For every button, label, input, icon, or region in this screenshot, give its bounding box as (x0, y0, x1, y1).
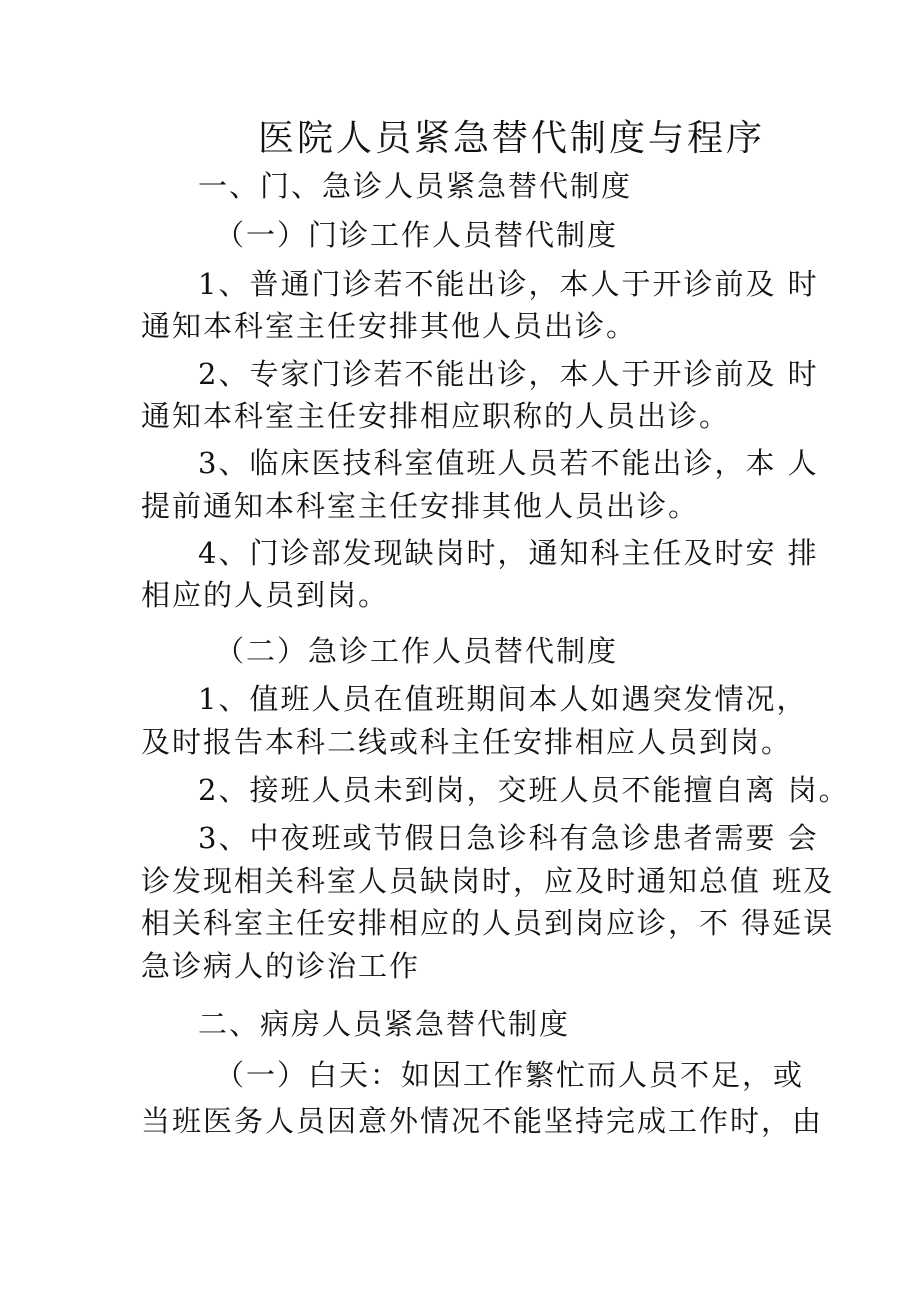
paragraph-line: 2、接班人员未到岗，交班人员不能擅自离 岗。 (198, 773, 850, 807)
paragraph-line: 3、中夜班或节假日急诊科有急诊患者需要 会 (198, 821, 819, 855)
paragraph-line: 及时报告本科二线或科主任安排相应人员到岗。 (141, 725, 793, 759)
paragraph-line: 诊发现相关科室人员缺岗时，应及时通知总值 班及 (141, 864, 835, 898)
paragraph-line: 3、临床医技科室值班人员若不能出诊，本 人 (198, 446, 819, 480)
subsection-heading: （二）急诊工作人员替代制度 (215, 634, 619, 668)
paragraph-line: 通知本科室主任安排相应职称的人员出诊。 (141, 399, 731, 433)
paragraph-line: （一）白天：如因工作繁忙而人员不足，或 (215, 1058, 805, 1092)
paragraph-line: 相应的人员到岗。 (141, 578, 390, 612)
paragraph-line: 4、门诊部发现缺岗时，通知科主任及时安 排 (198, 536, 819, 570)
paragraph-line: 2、专家门诊若不能出诊，本人于开诊前及 时 (198, 357, 819, 391)
paragraph-line: 相关科室主任安排相应的人员到岗应诊，不 得延误 (141, 906, 835, 940)
paragraph-line: 1、普通门诊若不能出诊，本人于开诊前及 时 (198, 267, 819, 301)
paragraph-line: 1、值班人员在值班期间本人如遇突发情况， (198, 682, 808, 716)
paragraph-line: 通知本科室主任安排其他人员出诊。 (141, 309, 638, 343)
paragraph-line: 急诊病人的诊治工作 (141, 949, 421, 983)
subsection-heading: （一）门诊工作人员替代制度 (215, 218, 619, 252)
section-heading: 二、病房人员紧急替代制度 (198, 1007, 571, 1041)
section-heading: 一、门、急诊人员紧急替代制度 (198, 169, 633, 203)
paragraph-line: 提前通知本科室主任安排其他人员出诊。 (141, 489, 700, 523)
paragraph-line: 当班医务人员因意外情况不能坚持完成工作时，由 (141, 1104, 824, 1138)
document-title: 医院人员紧急替代制度与程序 (258, 118, 766, 159)
